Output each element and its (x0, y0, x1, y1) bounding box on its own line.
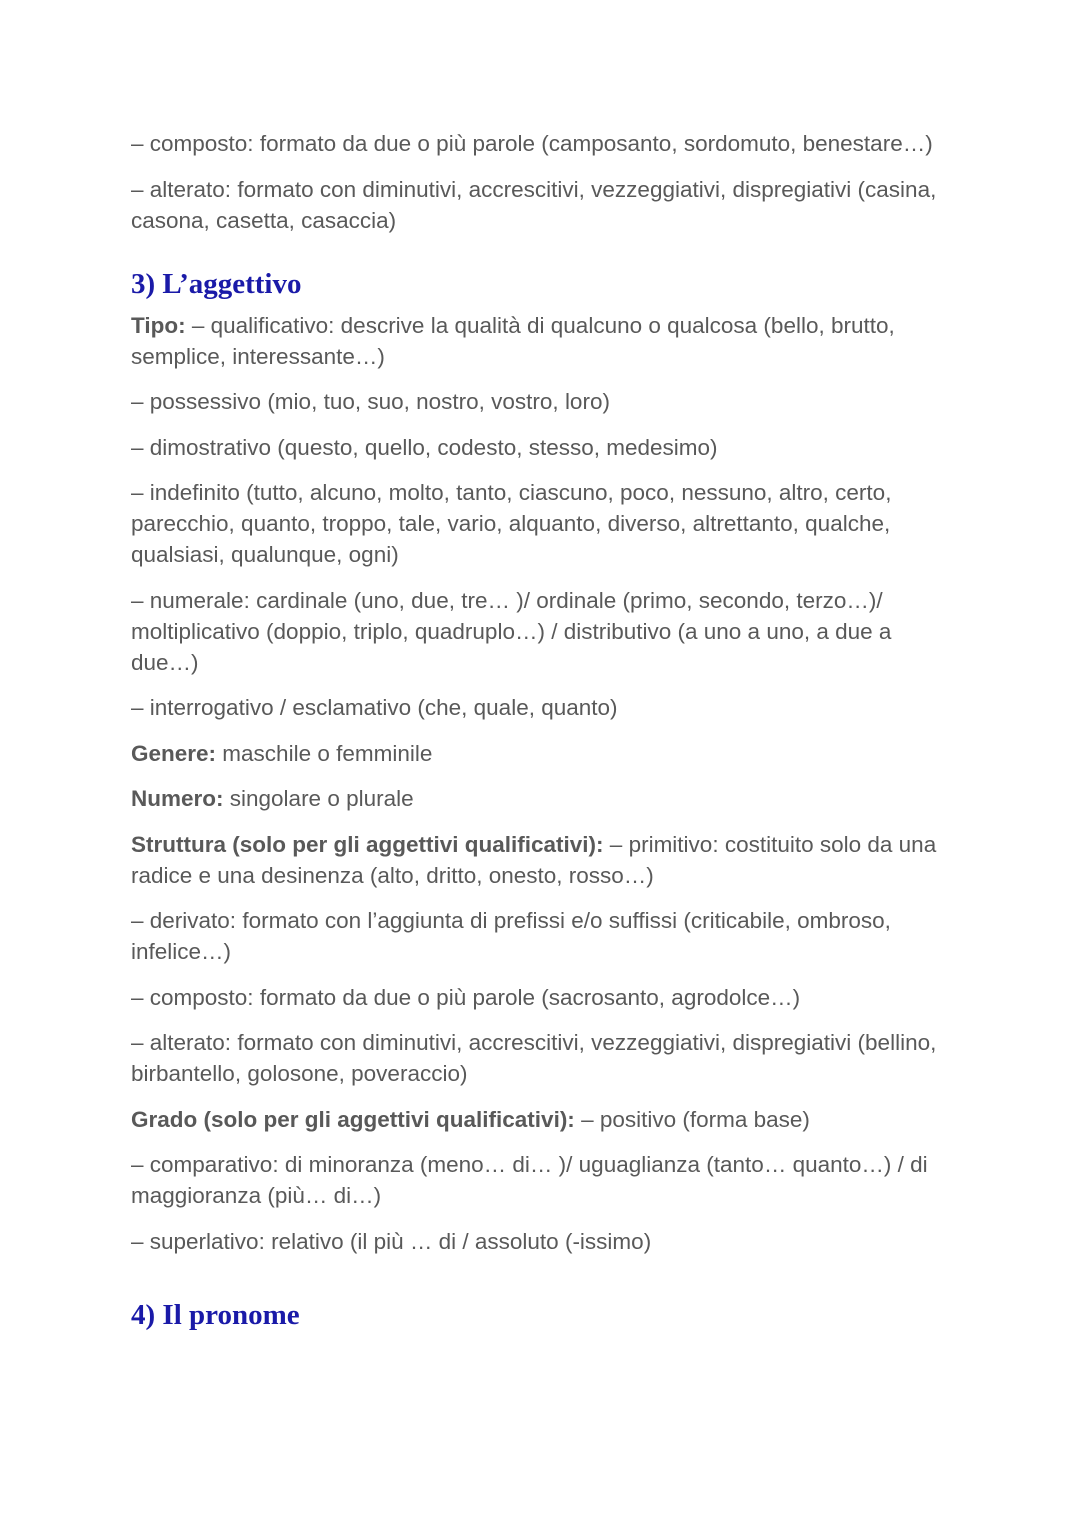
struttura-label: Struttura (solo per gli aggettivi qualificativi): (131, 831, 604, 857)
genere-label: Genere: (131, 740, 217, 766)
numerale-line: – numerale: cardinale (uno, due, tre… )/ ordinale (primo, secondo, terzo…)/ moltiplicativo (doppio, triplo, quadruplo…) / distributivo (a uno a uno, a due a due…) (131, 587, 892, 675)
composto-line: – composto: formato da due o più parole (sacrosanto, agrodolce…) (131, 984, 801, 1010)
comparativo-line: – comparativo: di minoranza (meno… di… )/ uguaglianza (tanto… quanto…) / di maggioranza (più… di…) (131, 1152, 928, 1208)
genere-paragraph (131, 738, 951, 769)
numero-paragraph (131, 783, 951, 814)
document-content (131, 128, 951, 1333)
tipo-paragraph (131, 310, 951, 372)
struttura-paragraph (131, 829, 951, 891)
grado-label: Grado (solo per gli aggettivi qualificativi): (131, 1106, 575, 1132)
genere-value: maschile o femminile (216, 740, 433, 766)
dimostrativo-line: – dimostrativo (questo, quello, codesto, stesso, medesimo) (131, 434, 718, 460)
possessivo-line: – possessivo (mio, tuo, suo, nostro, vostro, loro) (131, 389, 610, 414)
section-heading-aggettivo: 3) L’aggettivo (131, 267, 302, 300)
noun-alterato-line: – alterato: formato con diminutivi, accrescitivi, vezzeggiativi, dispregiativi (casina, casona, casetta, casaccia) (131, 176, 937, 233)
numero-value: singolare o plurale (223, 786, 414, 811)
grado-positivo-text: – positivo (forma base) (574, 1106, 810, 1132)
derivato-line: – derivato: formato con l’aggiunta di prefissi e/o suffissi (criticabile, ombroso, infelice…) (131, 908, 891, 964)
alterato-line: – alterato: formato con diminutivi, accrescitivi, vezzeggiativi, dispregiativi (bellino, birbantello, golosone, poveraccio) (131, 1030, 937, 1086)
tipo-label: Tipo: (131, 312, 186, 338)
indefinito-line: – indefinito (tutto, alcuno, molto, tanto, ciascuno, poco, nessuno, altro, certo, parecchio, quanto, troppo, tale, vario, alquanto, diverso, altrettanto, qualche, qualsiasi, qualunque, ogni) (131, 480, 892, 567)
interrogativo-line: – interrogativo / esclamativo (che, quale, quanto) (131, 695, 618, 720)
tipo-qualificativo-text: – qualificativo: descrive la qualità di qualcuno o qualcosa (bello, brutto, semplice, interessante…) (131, 312, 895, 369)
noun-composto-line: – composto: formato da due o più parole (camposanto, sordomuto, benestare…) (131, 131, 933, 156)
superlativo-line: – superlativo: relativo (il più … di / assoluto (-issimo) (131, 1228, 652, 1254)
struttura-primitivo-text: – primitivo: costituito solo da una radice e una desinenza (alto, dritto, onesto, rosso…) (131, 831, 937, 888)
grado-paragraph (131, 1104, 951, 1135)
section-heading-pronome: 4) Il pronome (131, 1298, 300, 1331)
numero-label: Numero: (131, 786, 224, 811)
